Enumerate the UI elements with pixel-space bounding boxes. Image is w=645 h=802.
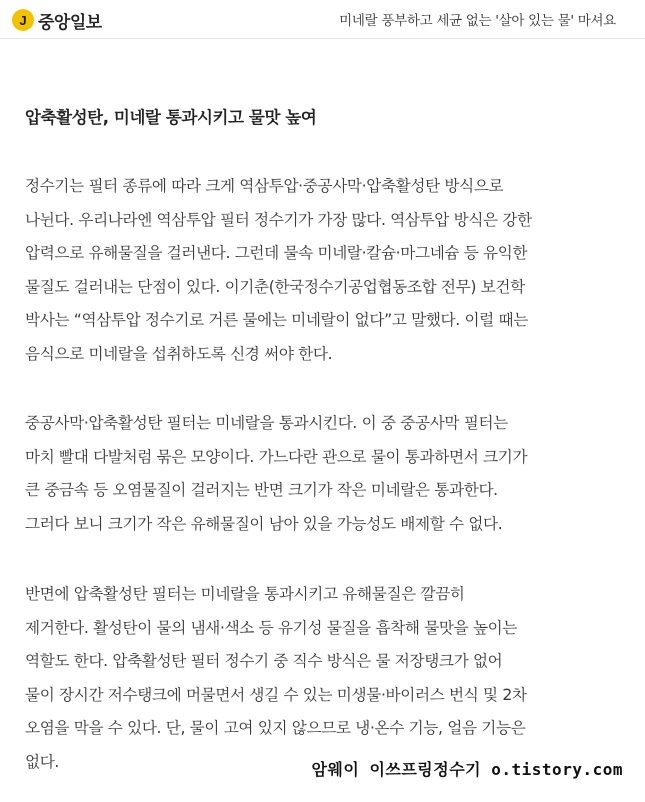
text-line: 정수기는 필터 종류에 따라 크게 역삼투압·중공사막·압축활성탄 방식으로: [25, 177, 504, 195]
text-line: 물질도 걸러내는 단점이 있다. 이기춘(한국정수기공업협동조합 전무) 보건학: [25, 277, 525, 296]
text-line: 반면에 압축활성탄 필터는 미네랄을 통과시키고 유해물질은 깔끔히: [25, 585, 465, 603]
paragraph-1: [25, 170, 532, 371]
text-line: 오염을 막을 수 있다. 단, 물이 고여 있지 않으므로 냉·온수 기능, 얼음 기능은: [25, 719, 526, 737]
article-subhead: 압축활성탄, 미네랄 통과시키고 물맛 높여: [25, 108, 317, 127]
logo-text: 중앙일보: [38, 12, 102, 33]
text-line: 나뉜다. 우리나라엔 역삼투압 필터 정수기가 가장 많다. 역삼투압 방식은 강한: [25, 210, 532, 229]
text-line: 박사는 “역삼투압 정수기로 거른 물에는 미네랄이 없다”고 말했다. 이럴 때는: [25, 311, 528, 329]
text-line: 큰 중금속 등 오염물질이 걸러지는 반면 크기가 작은 미네랄은 통과한다.: [25, 481, 498, 499]
text-line: 그러다 보니 크기가 작은 유해물질이 남아 있을 가능성도 배제할 수 없다.: [25, 514, 503, 533]
text-line: 역할도 한다. 압축활성탄 필터 정수기 중 직수 방식은 물 저장탱크가 없어: [25, 652, 503, 670]
article-title: 미네랄 풍부하고 세균 없는 '살아 있는 물' 마셔요: [339, 13, 616, 29]
text-line: 제거한다. 활성탄이 물의 냄새·색소 등 유기성 물질을 흡착해 물맛을 높이는: [25, 618, 518, 637]
text-line: 없다.: [25, 752, 60, 771]
text-line: 마치 빨대 다발처럼 묶은 모양이다. 가느다란 관으로 물이 통과하면서 크기가: [25, 447, 528, 466]
logo-mark-icon: J: [12, 9, 34, 31]
paragraph-2: [25, 407, 527, 541]
text-line: 중공사막·압축활성탄 필터는 미네랄을 통과시킨다. 이 중 중공사막 필터는: [25, 414, 508, 432]
text-line: 압력으로 유해물질을 걸러낸다. 그런데 물속 미네랄·칼슘·마그네슘 등 유익한: [25, 244, 528, 262]
watermark-text: 암웨이 이쓰프링정수기 o.tistory.com: [311, 760, 623, 779]
paragraph-3: [25, 578, 527, 779]
site-logo[interactable]: [12, 8, 102, 32]
text-line: 물이 장시간 저수탱크에 머물면서 생길 수 있는 미생물·바이러스 번식 및 2차: [25, 685, 527, 704]
text-line: 음식으로 미네랄을 섭취하도록 신경 써야 한다.: [25, 344, 333, 363]
site-header: [0, 0, 645, 39]
